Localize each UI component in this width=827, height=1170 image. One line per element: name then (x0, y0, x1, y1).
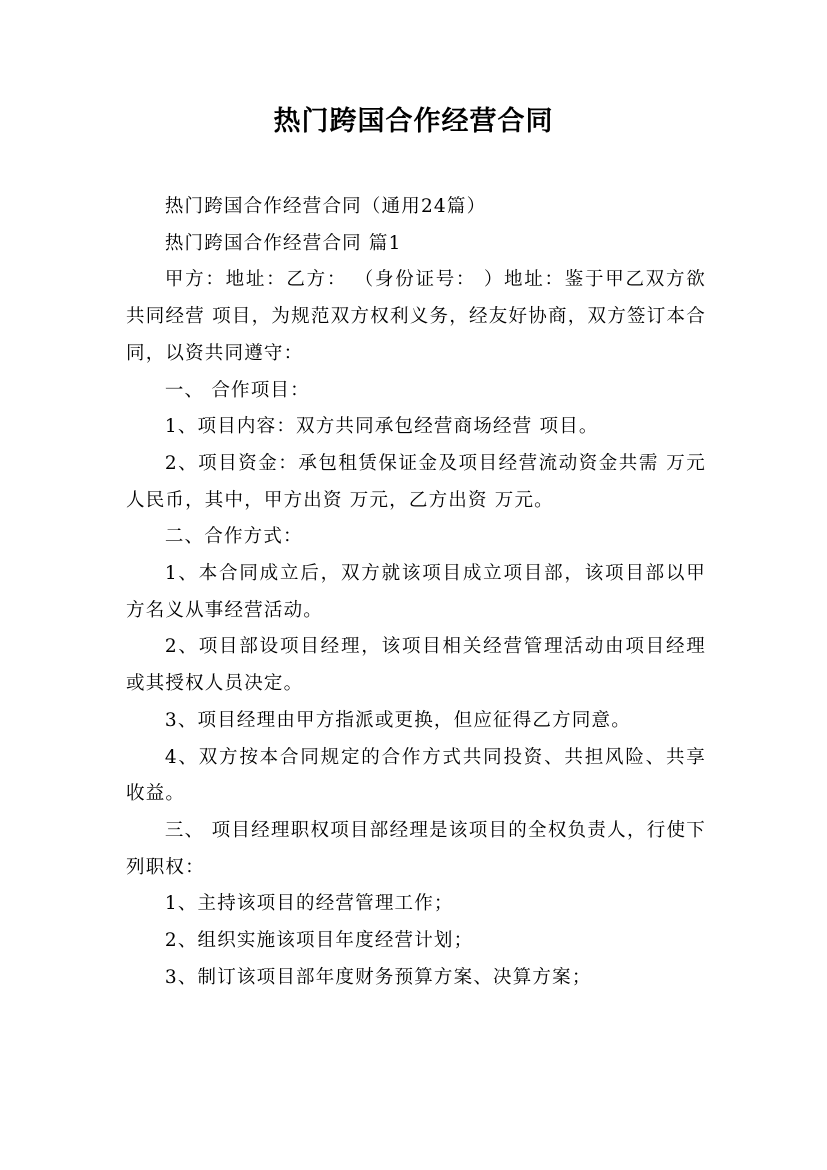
paragraph-clause-3-heading: 三、 项目经理职权项目部经理是该项目的全权负责人，行使下列职权： (126, 819, 706, 878)
paragraph-clause-3-1: 1、主持该项目的经营管理工作； (164, 893, 454, 915)
paragraph-clause-1-1: 1、项目内容：双方共同承包经营商场经营 项目。 (164, 416, 599, 438)
paragraph-section-heading: 热门跨国合作经营合同 篇1 (164, 232, 402, 254)
paragraph-clause-1-heading: 一、 合作项目： (164, 379, 310, 401)
paragraph-clause-2-1: 1、本合同成立后，双方就该项目成立项目部，该项目部以甲方名义从事经营活动。 (126, 563, 706, 621)
paragraph-clause-2-2: 2、项目部设项目经理，该项目相关经营管理活动由项目经理或其授权人员决定。 (126, 636, 706, 695)
document-title: 热门跨国合作经营合同 (273, 106, 554, 137)
paragraph-clause-2-3: 3、项目经理由甲方指派或更换，但应征得乙方同意。 (164, 709, 631, 731)
paragraph-parties: 甲方：地址：乙方： （身份证号： ）地址：鉴于甲乙双方欲共同经营 项目，为规范双方权利义务，经友好协商，双方签订本合同，以资共同遵守： (126, 269, 706, 364)
document-body (126, 189, 706, 996)
paragraph-clause-3-3: 3、制订该项目部年度财务预算方案、决算方案； (164, 966, 592, 988)
paragraph-subtitle: 热门跨国合作经营合同（通用24篇） (164, 196, 487, 217)
paragraph-clause-2-heading: 二、合作方式： (164, 526, 303, 548)
paragraph-clause-2-4: 4、双方按本合同规定的合作方式共同投资、共担风险、共享收益。 (126, 746, 706, 805)
paragraph-clause-3-2: 2、组织实施该项目年度经营计划； (164, 930, 474, 952)
paragraph-clause-1-2: 2、项目资金：承包租赁保证金及项目经营流动资金共需 万元人民币，其中，甲方出资 万元，乙方出资 万元。 (126, 452, 706, 511)
